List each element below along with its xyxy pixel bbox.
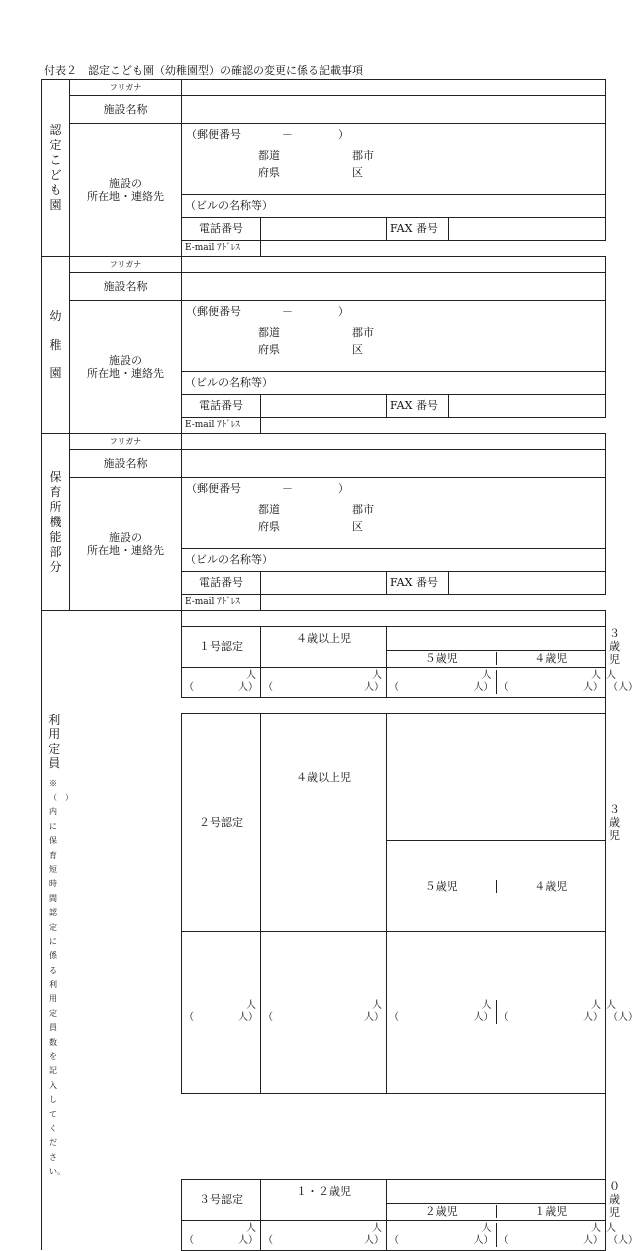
ab-counts <box>387 667 606 697</box>
age-ab <box>387 841 606 932</box>
unit-person: 人 <box>606 1223 616 1235</box>
paren-close: 人） <box>618 682 638 694</box>
building-field[interactable]: （ビルの名称等） <box>182 372 606 395</box>
unit-person: 人 <box>591 670 601 682</box>
older-sub <box>261 650 387 667</box>
capacity-top-spacer <box>182 611 606 627</box>
paren-open: （ <box>184 682 194 694</box>
facility-name-field[interactable] <box>182 96 606 124</box>
age-a-label: ５歳児 <box>387 880 497 893</box>
cert-label: ３号認定 <box>182 1180 261 1221</box>
phone-field[interactable] <box>261 395 387 418</box>
capacity-label <box>42 611 182 627</box>
spacer <box>70 713 182 1180</box>
capacity-note: ※（ ）内に保育短時間認定に係る利用定員数を記入してください。 <box>49 778 73 1177</box>
section-label-3: 保育所機能部分 <box>42 434 70 611</box>
building-field[interactable]: （ビルの名称等） <box>182 549 606 572</box>
section-label-1: 認定こども園 <box>42 80 70 257</box>
facility-name-label: 施設名称 <box>70 450 182 478</box>
paren-open: （ <box>608 682 618 694</box>
group-gap <box>182 697 606 713</box>
paren-open: （ <box>184 1235 194 1247</box>
facility-name-label: 施設名称 <box>70 96 182 124</box>
age-b-label: ４歳児 <box>534 879 568 893</box>
unit-person: 人 <box>481 1000 492 1012</box>
unit-person: 人 <box>246 1000 256 1012</box>
furigana-label: フリガナ <box>70 80 182 96</box>
paren-open: （ <box>498 1012 509 1024</box>
paren-close: 人） <box>364 1012 384 1024</box>
cert-count[interactable] <box>182 932 261 1094</box>
age-b-count[interactable] <box>497 1000 606 1024</box>
building-field[interactable]: （ビルの名称等） <box>182 195 606 218</box>
age-a-label: ５歳児 <box>387 652 497 665</box>
paren-close: 人） <box>473 1012 494 1024</box>
paren-open: （ <box>389 1235 399 1247</box>
cert-label: １号認定 <box>182 627 261 668</box>
paren-close: 人） <box>583 1235 603 1247</box>
paren-close: 人） <box>583 682 603 694</box>
address-label: 施設の 所在地・連絡先 <box>70 478 182 611</box>
capacity-title: 利 用 定 員 <box>48 713 64 771</box>
address-label: 施設の 所在地・連絡先 <box>70 301 182 434</box>
email-label: E-mail ｱﾄﾞﾚｽ <box>182 595 261 611</box>
email-label: E-mail ｱﾄﾞﾚｽ <box>182 241 261 257</box>
unit-person: 人 <box>481 670 492 682</box>
phone-label: 電話番号 <box>182 218 261 241</box>
fax-label: FAX 番号 <box>387 572 449 595</box>
paren-open: （ <box>263 1012 273 1024</box>
paren-open: （ <box>263 682 273 694</box>
unit-person: 人 <box>246 1223 256 1235</box>
paren-close: 人） <box>238 1012 258 1024</box>
furigana-field[interactable] <box>182 80 606 96</box>
paren-open: （ <box>608 1235 618 1247</box>
older-label: ４歳以上児 <box>261 713 387 841</box>
address-field[interactable]: （郵便番号 － ） 都道 府県 郡市 区 <box>182 478 606 549</box>
age-ab <box>387 650 606 667</box>
address-field[interactable]: （郵便番号 － ） 都道 府県 郡市 区 <box>182 301 606 372</box>
fax-label: FAX 番号 <box>387 218 449 241</box>
paren-close: 人） <box>583 1012 603 1024</box>
capacity-left-3 <box>42 1180 70 1251</box>
older-label: ４歳以上児 <box>261 627 387 651</box>
furigana-field[interactable] <box>182 434 606 450</box>
group-gap <box>182 1093 606 1179</box>
capacity-left-2 <box>42 713 73 1180</box>
fax-field[interactable] <box>449 395 606 418</box>
cert-count[interactable] <box>182 1220 261 1250</box>
age-a-count[interactable] <box>387 1223 497 1247</box>
paren-close: 人） <box>473 682 494 694</box>
unit-person: 人 <box>591 1223 601 1235</box>
older-sub <box>261 841 387 932</box>
phone-label: 電話番号 <box>182 572 261 595</box>
unit-person: 人 <box>372 1000 382 1012</box>
document-title: 付表２ 認定こども園（幼稚園型）の確認の変更に係る記載事項 <box>44 64 363 77</box>
unit-person: 人 <box>606 1000 616 1012</box>
paren-close: 人） <box>238 1235 258 1247</box>
older-count[interactable] <box>261 1220 387 1250</box>
paren-open: （ <box>498 682 509 694</box>
cert-label: ２号認定 <box>182 713 261 932</box>
furigana-label: フリガナ <box>70 257 182 273</box>
fax-field[interactable] <box>449 218 606 241</box>
facility-name-field[interactable] <box>182 273 606 301</box>
age-b-count[interactable] <box>497 1223 606 1247</box>
paren-open: （ <box>389 1012 399 1024</box>
paren-open: （ <box>263 1235 273 1247</box>
paren-open: （ <box>498 1235 509 1247</box>
age-sub-header <box>387 713 606 841</box>
paren-close: 人） <box>473 1235 494 1247</box>
unit-person: 人 <box>246 670 256 682</box>
paren-close: 人） <box>364 1235 384 1247</box>
paren-open: （ <box>608 1012 618 1024</box>
email-label: E-mail ｱﾄﾞﾚｽ <box>182 418 261 434</box>
age-a-label: ２歳児 <box>387 1205 497 1218</box>
unit-person: 人 <box>606 670 616 682</box>
age-sub-header <box>387 627 606 651</box>
address-field[interactable]: （郵便番号 － ） 都道 府県 郡市 区 <box>182 124 606 195</box>
capacity-left-1 <box>42 627 70 714</box>
older-count[interactable] <box>261 932 387 1094</box>
address-label: 施設の 所在地・連絡先 <box>70 124 182 257</box>
phone-field[interactable] <box>261 572 387 595</box>
unit-person: 人 <box>372 1223 382 1235</box>
section-label-2: 幼稚園 <box>42 257 70 434</box>
phone-field[interactable] <box>261 218 387 241</box>
paren-open: （ <box>184 1012 194 1024</box>
age-ab <box>387 1203 606 1220</box>
age-a-count[interactable] <box>387 670 497 694</box>
unit-person: 人 <box>481 1223 492 1235</box>
older-label: １・２歳児 <box>261 1180 387 1204</box>
facility-name-field[interactable] <box>182 450 606 478</box>
unit-person: 人 <box>372 670 382 682</box>
spacer <box>70 1180 182 1251</box>
age-b-count[interactable] <box>497 670 606 694</box>
paren-close: 人） <box>618 1235 638 1247</box>
ab-counts <box>387 932 606 1094</box>
form-table: 認定こども園 フリガナ 施設名称 施設の 所在地・連絡先 （郵便番号 － ） 都道 府県 郡市 区 （ビルの名称等） 電話番号 FAX 番号 E-mail ｱﾄﾞﾚｽ 幼稚園 フリガナ 施設名称 施設の 所在地・連絡先 （郵便番号 － ） 都道 府県 郡市 区 （ビルの名称等） 電話番号 FAX 番号 E-mail ｱﾄﾞﾚｽ 保育所機能部分 フリガナ 施設名称 施設の 所在地・連絡先 （郵便番号 － ） 都道 府県 郡市 区 （ビルの名称等） 電話番号 FAX 番号 E-mail ｱﾄﾞﾚｽ １号認定 ４歳以上児 ３歳児 ５歳児 ４歳児 人 （ 人） 人 （ 人） 人 （ 人） 人 （ 人） 人 （ 人） 利 用 定 員 ※（ ）内に保育短時間認定に係る利用定員数を記入してください。 ２号認定 ４歳以上児 ３歳児 ５歳児 ４歳児 人 （ 人） 人 （ 人） 人 （ 人） 人 （ 人） 人 （ 人） ３号認定 １・２歳児 ０歳児 ２歳児 １歳児 人 （ 人） 人 （ 人） 人 （ 人） 人 （ 人） 人 （ 人） <box>41 79 606 1251</box>
spacer <box>70 627 182 714</box>
unit-person: 人 <box>591 1000 601 1012</box>
cert-count[interactable] <box>182 667 261 697</box>
furigana-label: フリガナ <box>70 434 182 450</box>
fax-field[interactable] <box>449 572 606 595</box>
ab-counts <box>387 1220 606 1250</box>
furigana-field[interactable] <box>182 257 606 273</box>
older-count[interactable] <box>261 667 387 697</box>
facility-name-label: 施設名称 <box>70 273 182 301</box>
paren-close: 人） <box>238 682 258 694</box>
age-a-count[interactable] <box>387 1000 497 1024</box>
email-field[interactable] <box>261 418 606 434</box>
fax-label: FAX 番号 <box>387 395 449 418</box>
age-b-label: ４歳児 <box>534 652 568 666</box>
paren-close: 人） <box>364 682 384 694</box>
older-sub <box>261 1203 387 1220</box>
email-field[interactable] <box>261 595 606 611</box>
paren-close: 人） <box>618 1012 638 1024</box>
phone-label: 電話番号 <box>182 395 261 418</box>
email-field[interactable] <box>261 241 606 257</box>
age-b-label: １歳児 <box>534 1205 568 1219</box>
age-sub-header <box>387 1180 606 1204</box>
paren-open: （ <box>389 682 399 694</box>
